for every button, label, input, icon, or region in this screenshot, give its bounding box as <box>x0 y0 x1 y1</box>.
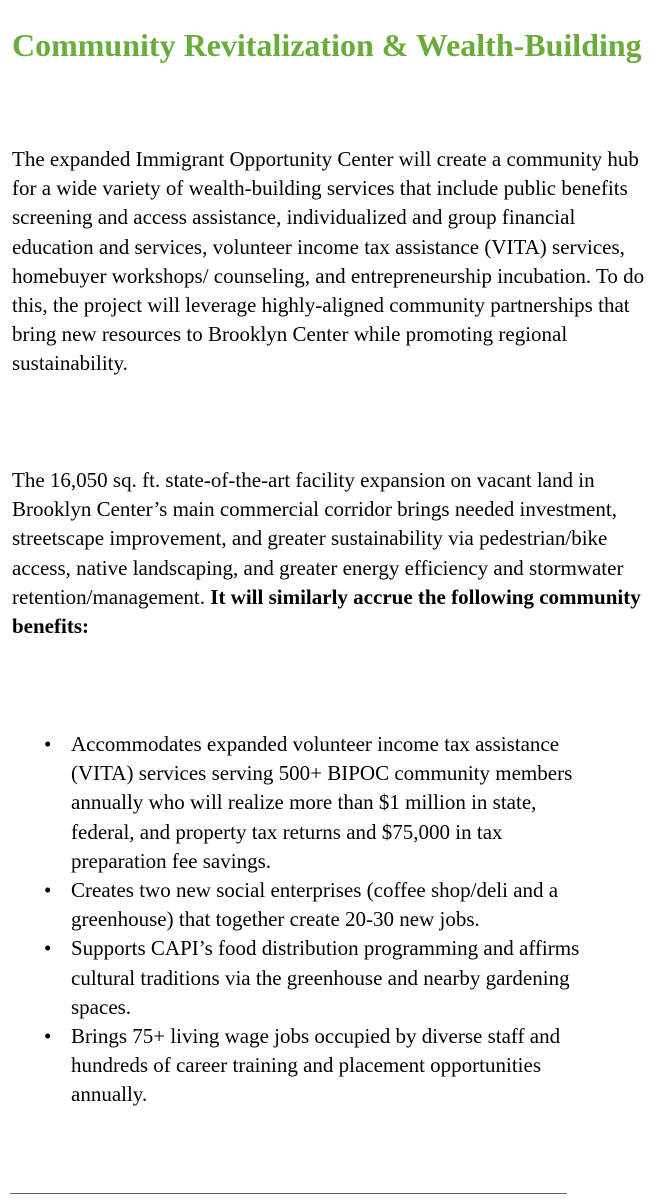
list-item <box>0 730 591 876</box>
benefit-text: Accommodates expanded volunteer income tax assistance (VITA) services serving 500+ BIPOC community members annually who will realize more than $1 million in state, federal, and property tax returns and $75,000 in tax preparation fee savings. <box>71 732 573 873</box>
benefit-text: Creates two new social enterprises (coffee shop/deli and a greenhouse) that together create 20-30 new jobs. <box>71 878 559 932</box>
facility-text: The 16,050 sq. ft. state-of-the-art facility expansion on vacant land in Brooklyn Center’s main commercial corridor brings needed investment, streetscape improvement, and greater sustainability via pedestrian/bike access, native landscaping, and greater energy efficiency and stormwater retention/management. <box>12 468 624 609</box>
section-title: Community Revitalization & Wealth-Building <box>12 27 642 63</box>
benefits-lead-in: It will similarly accrue the following community benefits: <box>12 584 641 639</box>
bullet-icon: • <box>44 1024 52 1049</box>
intro-paragraph: The expanded Immigrant Opportunity Center will create a community hub for a wide variety of wealth-building services that include public benefits screening and access assistance, individualized and group financial education and services, volunteer income tax assistance (VITA) services, homebuyer workshops/ counseling, and entrepreneurship incubation. To do this, the project will leverage highly-aligned community partnerships that bring new resources to Brooklyn Center while promoting regional sustainability. <box>12 147 645 376</box>
bullet-icon: • <box>44 878 52 903</box>
bottom-divider <box>10 1193 567 1194</box>
facility-paragraph <box>12 466 652 641</box>
bullet-icon: • <box>44 936 52 961</box>
benefit-text: Supports CAPI’s food distribution programming and affirms cultural traditions via the greenhouse and nearby gardening spaces. <box>71 936 580 1019</box>
benefit-text: Brings 75+ living wage jobs occupied by diverse staff and hundreds of career training and placement opportunities annually. <box>71 1024 561 1107</box>
benefits-list <box>0 730 662 1110</box>
list-item <box>0 934 591 1022</box>
list-item <box>0 1022 591 1110</box>
list-item <box>0 876 591 934</box>
bullet-icon: • <box>44 732 52 756</box>
